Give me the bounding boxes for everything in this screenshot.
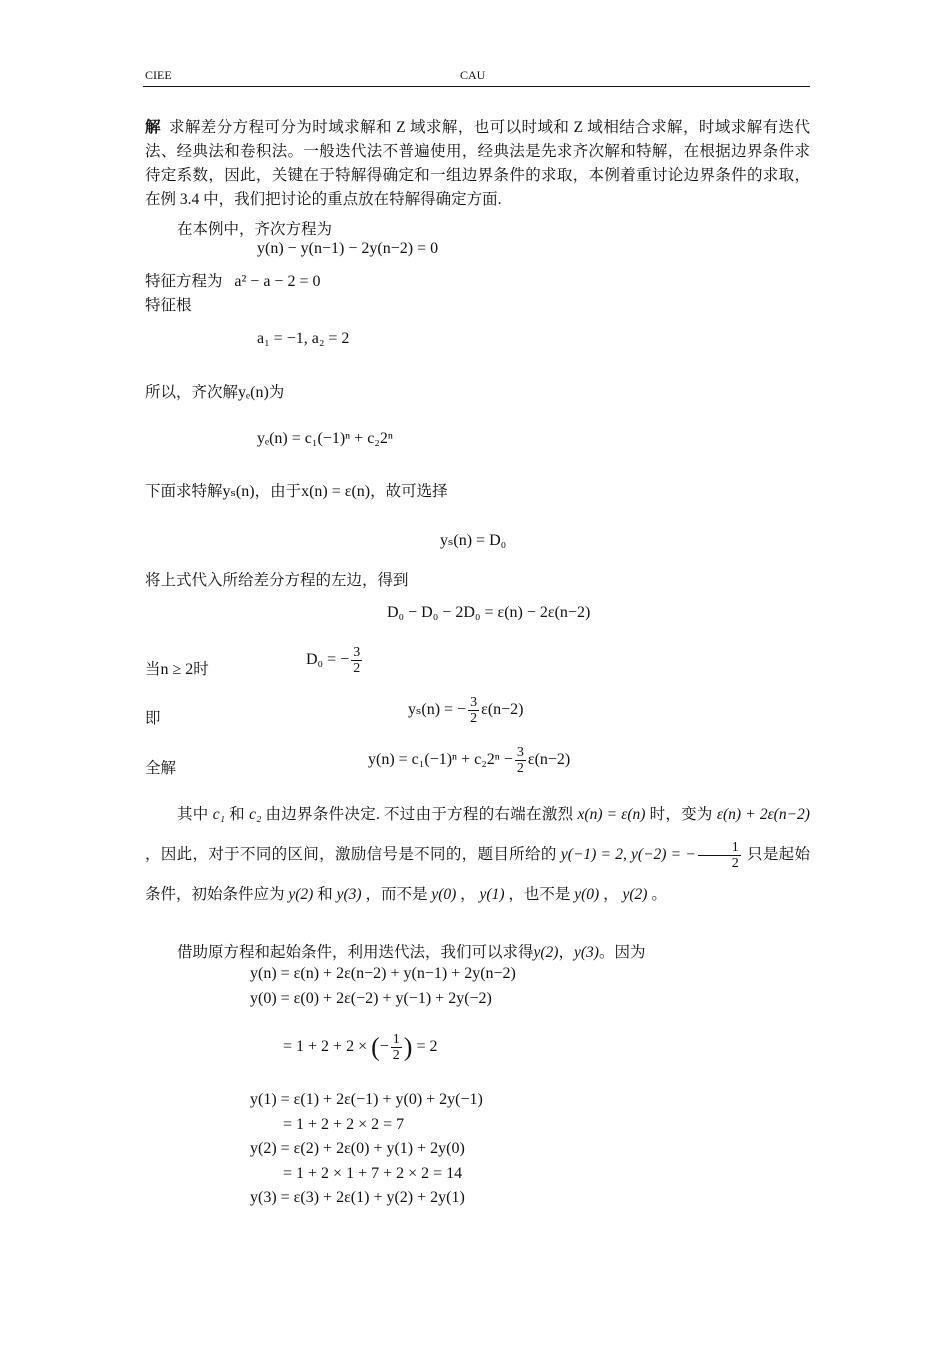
- when-row: [145, 657, 209, 679]
- particular-end: ，故可选择: [370, 483, 448, 500]
- iter-y0-val-a: = 1 + 2 + 2 ×: [283, 1038, 368, 1056]
- para-math: y(2): [288, 886, 314, 903]
- paren-close: ): [403, 1032, 413, 1062]
- so-suffix: 为: [268, 384, 285, 401]
- fraction-denominator: 2: [516, 761, 524, 776]
- ye-symbol: yₑ(n): [238, 384, 269, 401]
- roots-equation: a₁ = −1, a₂ = 2: [257, 330, 350, 347]
- iter-y0-val-b: = 2: [416, 1038, 438, 1056]
- para-text: ，因此，对于不同的区间，激励信号是不同的，题目所给的: [145, 846, 557, 863]
- d0-lhs: D₀ = −: [306, 651, 350, 669]
- fraction-numerator: 3: [470, 695, 478, 710]
- substitute-equation: D₀ − D₀ − 2D₀ = ε(n) − 2ε(n−2): [387, 604, 591, 621]
- full-label: 全解: [145, 760, 177, 777]
- fraction-numerator: 1: [698, 840, 741, 856]
- ys-choice-equation: yₛ(n) = D₀: [440, 532, 507, 549]
- ie-label: 即: [145, 710, 161, 727]
- ye-equation: yₑ(n) = c₁(−1)ⁿ + c₂2ⁿ: [257, 430, 393, 447]
- para-math: y(3): [336, 886, 362, 903]
- ys-rhs: ε(n−2): [481, 701, 524, 719]
- char-eq-label: 特征方程为: [145, 273, 223, 290]
- fraction-one-half: [698, 840, 741, 871]
- iter-y1: y(1) = ε(1) + 2ε(−1) + y(0) + 2y(−1): [250, 1091, 483, 1108]
- para-text: ，: [460, 886, 476, 903]
- header-center: CAU: [460, 68, 486, 82]
- minus-sign: −: [379, 1038, 389, 1056]
- fraction-three-halves: [351, 645, 362, 676]
- para-math: ε(n) + 2ε(n−2): [716, 806, 810, 823]
- iter-y3: y(3) = ε(3) + 2ε(1) + y(2) + 2y(1): [250, 1189, 465, 1206]
- para-text: 只是起始条件，初始条件应为: [145, 846, 811, 903]
- para-math: c₁: [212, 806, 225, 823]
- fraction-denominator: 2: [470, 711, 478, 726]
- para-math: x(n) = ε(n): [577, 806, 646, 823]
- homog-equation: y(n) − y(n−1) − 2y(n−2) = 0: [257, 240, 439, 257]
- para-text: ，而不是: [365, 886, 428, 903]
- para-text: 和: [229, 806, 245, 823]
- d0-equation: [306, 645, 364, 676]
- fraction-denominator: 2: [731, 855, 739, 871]
- fraction-numerator: 1: [392, 1032, 400, 1047]
- para-math: y(1): [479, 886, 505, 903]
- iter-main: y(n) = ε(n) + 2ε(n−2) + y(n−1) + 2y(n−2): [250, 965, 516, 982]
- para-text: ，: [558, 944, 574, 961]
- fraction-denominator: 2: [353, 661, 361, 676]
- full-rhs: ε(n−2): [527, 751, 571, 769]
- para-math: y(2): [533, 944, 559, 961]
- intro-paragraph: [145, 116, 810, 212]
- para-text: 。: [651, 886, 667, 903]
- xn-eq: x(n) = ε(n): [301, 483, 371, 500]
- iter-y2: y(2) = ε(2) + 2ε(0) + y(1) + 2y(0): [250, 1140, 465, 1157]
- para-text: ，: [603, 886, 619, 903]
- para-math: y(2): [622, 886, 648, 903]
- particular-label: 下面求特解: [145, 483, 223, 500]
- fraction-three-halves: [468, 695, 479, 726]
- full-equation: [368, 745, 570, 776]
- boundary-paragraph: [145, 795, 810, 915]
- fraction-numerator: 3: [353, 645, 361, 660]
- homog-intro: 在本例中，齐次方程为: [177, 221, 333, 238]
- particular-row: [145, 479, 448, 501]
- fraction-three-halves: [515, 745, 526, 776]
- char-eq-row: [145, 269, 320, 291]
- para-text: 借助原方程和起始条件，利用迭代法，我们可以求得: [177, 944, 534, 961]
- para-math: y(3): [573, 944, 599, 961]
- iteration-intro: [177, 940, 645, 962]
- when-suffix: 时: [193, 661, 209, 678]
- intro-text: 求解差分方程可分为时域求解和 Z 域求解，也可以时域和 Z 域相结合求解，时域求解有迭代法、经典法和卷积法。一般迭代法不普遍使用，经典法是先求齐次解和特解，在根据边界条件求待定系数，因此，关键在于特解得确定和一组边界条件的求取，本例着重讨论边界条件的求取，在例 3.4 中，我们把讨论的重点放在特解得确定方面.: [145, 119, 810, 208]
- header-rule: [143, 86, 810, 87]
- iter-y1-value: = 1 + 2 + 2 × 2 = 7: [283, 1116, 405, 1133]
- ys-equation: [408, 695, 524, 726]
- para-text: 其中: [177, 806, 209, 823]
- ys-symbol: yₛ(n): [222, 483, 255, 500]
- para-text: 由边界条件决定. 不过由于方程的右端在激烈: [265, 806, 574, 823]
- para-text: ，也不是: [508, 886, 571, 903]
- solution-label: 解: [145, 119, 161, 136]
- paren-open: (: [371, 1032, 380, 1062]
- fraction-numerator: 3: [516, 745, 524, 760]
- para-text: 。因为: [598, 944, 646, 961]
- iter-y0: y(0) = ε(0) + 2ε(−2) + y(−1) + 2y(−2): [250, 990, 492, 1007]
- particular-mid: ，由于: [254, 483, 302, 500]
- fraction-one-half: [391, 1032, 402, 1063]
- n-ge-2: n ≥ 2: [160, 661, 194, 678]
- para-text: 时，变为: [649, 806, 713, 823]
- ys-lhs: yₛ(n) = −: [408, 701, 467, 719]
- para-math: y(−1) = 2, y(−2) = −: [560, 846, 696, 863]
- para-text: 和: [317, 886, 333, 903]
- full-lhs: y(n) = c₁(−1)ⁿ + c₂2ⁿ −: [368, 751, 513, 769]
- so-row: [145, 380, 284, 402]
- substitute-label: 将上式代入所给差分方程的左边，得到: [145, 572, 409, 589]
- fraction-denominator: 2: [392, 1048, 400, 1063]
- when-label: 当: [145, 661, 161, 678]
- iter-y2-value: = 1 + 2 × 1 + 7 + 2 × 2 = 14: [283, 1165, 463, 1182]
- char-root-label: 特征根: [145, 297, 192, 314]
- para-math: c₂: [249, 806, 262, 823]
- so-label: 所以，齐次解: [145, 384, 239, 401]
- iter-y0-value: [283, 1032, 438, 1063]
- para-math: y(0): [431, 886, 457, 903]
- header-left: CIEE: [145, 68, 172, 82]
- para-math: y(0): [574, 886, 600, 903]
- char-eq: a² − a − 2 = 0: [234, 273, 321, 290]
